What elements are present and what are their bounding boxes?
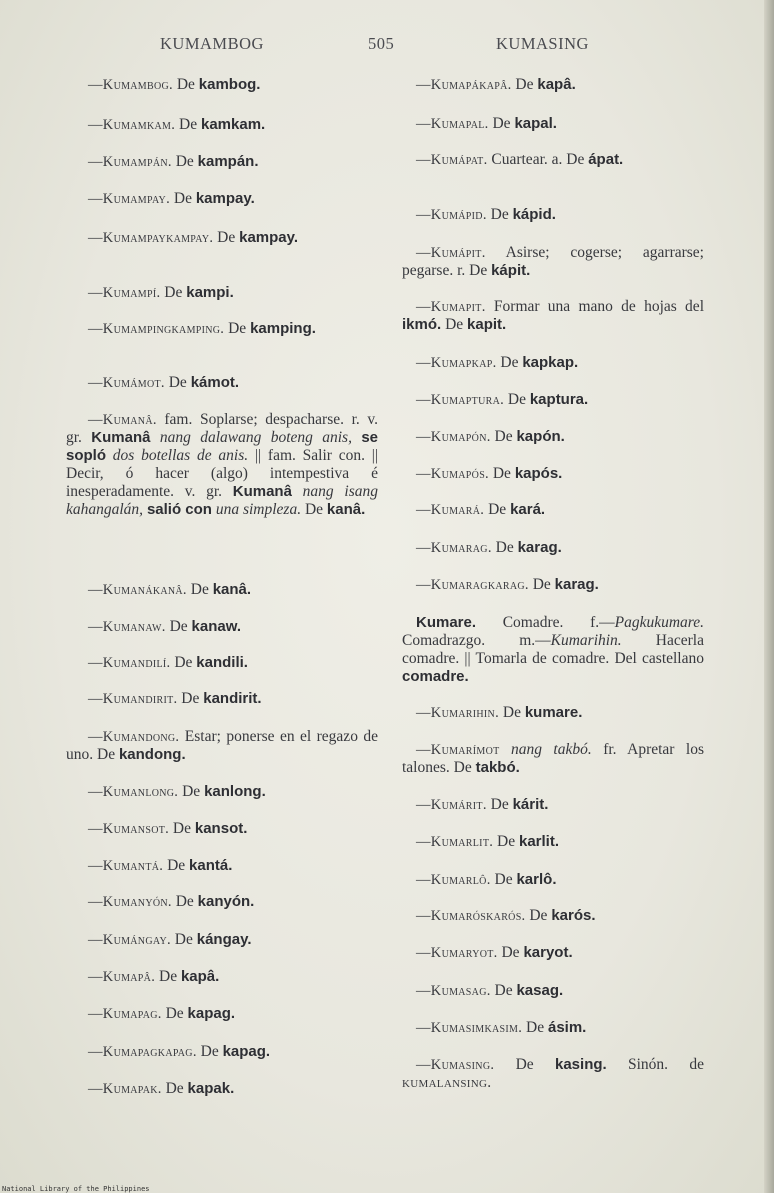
entry-text: De: [488, 115, 515, 132]
entry-headword: —Kumanâ.: [88, 412, 157, 428]
dictionary-entry: [66, 820, 378, 838]
entry-text: Hacerla comadre. || Tomarla de comadre. Del castellano: [402, 632, 704, 667]
entry-keyword: kámot.: [190, 374, 240, 391]
entry-keyword: kamping.: [250, 320, 316, 337]
entry-keyword: kapón.: [516, 428, 565, 445]
entry-headword: —Kumandong.: [88, 729, 180, 745]
entry-text: De: [186, 581, 213, 598]
entry-keyword: kambog.: [198, 76, 261, 93]
entry-keyword: kasing.: [555, 1056, 607, 1073]
dictionary-entry: [66, 931, 378, 949]
entry-keyword: Kumare.: [416, 614, 477, 631]
entry-headword: —Kumaptura.: [416, 392, 505, 408]
dictionary-entry: [402, 704, 704, 722]
entry-text: De: [522, 1019, 548, 1036]
entry-headword: —Kumapâ.: [88, 969, 156, 985]
entry-text: De: [490, 428, 517, 445]
entry-keyword: kamkam.: [201, 116, 266, 133]
dictionary-entry: [66, 1005, 378, 1023]
dictionary-entry: [402, 539, 704, 557]
entry-headword: —Kumaróskarós.: [416, 908, 526, 924]
entry-headword: —Kumampay.: [88, 191, 170, 207]
dictionary-entry: [402, 76, 704, 94]
entry-headword: —Kumampán.: [88, 154, 172, 170]
dictionary-entry: [66, 153, 378, 171]
entry-headword: —Kumaryot.: [416, 945, 498, 961]
entry-text: De: [484, 501, 511, 518]
entry-keyword: kángay.: [196, 931, 252, 948]
dictionary-entry: [66, 968, 378, 986]
page-edge-shadow: [764, 0, 774, 1193]
entry-keyword: kapâ.: [180, 968, 220, 985]
dictionary-entry: [66, 857, 378, 875]
dictionary-entry: [402, 501, 704, 519]
entry-text: De: [170, 190, 196, 207]
entry-keyword: karlit.: [518, 833, 560, 850]
entry-text: De: [161, 1005, 188, 1022]
dictionary-entry: [66, 690, 378, 708]
entry-keyword: kandong.: [118, 746, 186, 763]
entry-headword: —Kumanaw.: [88, 619, 166, 635]
entry-text: kumalansing.: [402, 1074, 492, 1091]
entry-text: De: [490, 982, 517, 999]
entry-example: nang dalawang boteng anis,: [150, 429, 352, 446]
entry-headword: —Kumarímot: [416, 742, 500, 758]
dictionary-entry: [402, 871, 704, 889]
entry-headword: —Kumarlit.: [416, 834, 494, 850]
entry-headword: —Kumapak.: [88, 1081, 162, 1097]
entry-text: De: [169, 820, 195, 837]
entry-keyword: kampay.: [195, 190, 255, 207]
dictionary-entry: [402, 833, 704, 851]
entry-text: De: [170, 654, 197, 671]
entry-example: Pagkukumare.: [614, 614, 704, 631]
entry-text: De: [164, 374, 191, 391]
entry-keyword: kapag.: [187, 1005, 236, 1022]
entry-headword: —Kumasimkasim.: [416, 1020, 523, 1036]
entry-text: De: [497, 944, 524, 961]
dictionary-entry: [66, 654, 378, 672]
running-head-right: KUMASING: [496, 34, 589, 53]
entry-text: Cuartear. a. De: [487, 151, 589, 168]
dictionary-entry: [66, 229, 378, 247]
entry-keyword: se sopló: [66, 429, 379, 464]
entry-headword: —Kumapákapâ.: [416, 77, 512, 93]
entry-text: De: [491, 539, 518, 556]
entry-text: De: [504, 391, 530, 408]
entry-text: Estar; ponerse en el regazo de uno. De: [66, 728, 378, 763]
entry-text: De: [161, 1080, 188, 1097]
dictionary-entry: [66, 284, 378, 302]
dictionary-entry: [402, 1019, 704, 1037]
dictionary-entry: [66, 893, 378, 911]
dictionary-entry: [402, 614, 704, 686]
running-head-left: KUMAMBOG: [160, 34, 264, 53]
dictionary-entry: [402, 354, 704, 372]
entry-text: Comadrazgo. m.—: [402, 632, 551, 649]
entry-keyword: kandili.: [196, 654, 248, 671]
entry-text: De: [496, 354, 523, 371]
entry-keyword: kapak.: [187, 1080, 235, 1097]
entry-keyword: kaptura.: [529, 391, 589, 408]
entry-keyword: kampán.: [197, 153, 259, 170]
entry-text: De: [171, 893, 198, 910]
entry-headword: —Kumanákanâ.: [88, 582, 187, 598]
page-number: 505: [368, 34, 395, 53]
entry-text: De: [171, 153, 198, 170]
entry-headword: —Kumantá.: [88, 858, 164, 874]
entry-headword: —Kumasag.: [416, 983, 491, 999]
dictionary-entry: [402, 1056, 704, 1092]
entry-keyword: kapit.: [467, 316, 507, 333]
entry-headword: —Kumámot.: [88, 375, 165, 391]
dictionary-entry: [402, 244, 704, 280]
entry-headword: —Kumapós.: [416, 466, 489, 482]
entry-text: De: [490, 871, 517, 888]
entry-text: De: [196, 1043, 223, 1060]
dictionary-entry: [402, 391, 704, 409]
entry-text: De: [163, 857, 190, 874]
entry-text: De: [175, 116, 201, 133]
entry-example: dos botellas de anis.: [106, 447, 249, 464]
dictionary-entry: [402, 428, 704, 446]
entry-keyword: ikmó.: [402, 316, 442, 333]
dictionary-entry: [402, 298, 704, 334]
library-footer: National Library of the Philippines: [2, 1185, 150, 1193]
entry-keyword: karlô.: [516, 871, 557, 888]
entry-headword: —Kumapag.: [88, 1006, 162, 1022]
entry-keyword: kansot.: [194, 820, 248, 837]
dictionary-entry: [66, 320, 378, 338]
entry-keyword: kárit.: [512, 796, 549, 813]
entry-keyword: kasag.: [516, 982, 564, 999]
entry-headword: —Kumaragkarag.: [416, 577, 529, 593]
entry-headword: —Kumampaykampay.: [88, 230, 214, 246]
entry-text: De: [441, 316, 468, 333]
entry-keyword: kumare.: [524, 704, 583, 721]
entry-text: Sinón. de: [606, 1056, 705, 1073]
dictionary-entry: [66, 116, 378, 134]
dictionary-entry: [402, 796, 704, 814]
entry-headword: —Kumandilí.: [88, 655, 171, 671]
entry-text: De: [170, 931, 197, 948]
entry-example: nang isang kahangalán,: [66, 483, 378, 518]
dictionary-entry: [66, 618, 378, 636]
dictionary-entry: [402, 151, 704, 169]
entry-text: De: [301, 501, 327, 518]
entry-headword: —Kumamkam.: [88, 117, 176, 133]
entry-keyword: kapâ.: [537, 76, 576, 93]
entry-headword: —Kumará.: [416, 502, 485, 518]
entry-keyword: kantá.: [189, 857, 233, 874]
entry-headword: —Kumandirit.: [88, 691, 178, 707]
entry-keyword: comadre.: [402, 668, 469, 685]
dictionary-entry: [402, 206, 704, 224]
entry-text: De: [499, 704, 525, 721]
entry-headword: —Kumanlong.: [88, 784, 179, 800]
dictionary-entry: [402, 741, 704, 777]
dictionary-entry: [66, 76, 378, 94]
entry-keyword: kanyón.: [197, 893, 255, 910]
entry-headword: —Kumarag.: [416, 540, 492, 556]
entry-keyword: kanaw.: [191, 618, 242, 635]
dictionary-entry: [66, 728, 378, 764]
entry-example: Kumarihin.: [550, 632, 622, 649]
entry-text: Asirse; cogerse; agarrarse; pegarse. r. De: [402, 244, 704, 279]
entry-text: De: [224, 320, 251, 337]
dictionary-entry: [66, 783, 378, 801]
entry-text: Comadre. f.—: [476, 614, 615, 631]
entry-keyword: karag.: [554, 576, 599, 593]
entry-keyword: kandirit.: [203, 690, 262, 707]
entry-example: nang takbó.: [499, 741, 592, 758]
entry-headword: —Kumanyón.: [88, 894, 172, 910]
entry-text: || fam. Salir con. || Decir, ó hacer (algo) intempestiva é inesperadamente. v. gr.: [66, 447, 378, 500]
entry-keyword: kanlong.: [204, 783, 266, 800]
entry-text: De: [213, 229, 240, 246]
entry-text: De: [494, 1056, 555, 1073]
dictionary-entry: [402, 576, 704, 594]
entry-text: Formar una mano de hojas del: [485, 298, 704, 315]
entry-headword: —Kumarihin.: [416, 705, 500, 721]
dictionary-entry: [402, 907, 704, 925]
dictionary-entry: [66, 1080, 378, 1098]
entry-keyword: ásim.: [547, 1019, 587, 1036]
entry-text: De: [160, 284, 187, 301]
entry-keyword: kápit.: [491, 262, 531, 279]
entry-headword: —Kumapkap.: [416, 355, 497, 371]
entry-keyword: kará.: [510, 501, 546, 518]
entry-keyword: takbó.: [475, 759, 520, 776]
entry-keyword: Kumanâ: [91, 429, 151, 446]
entry-keyword: kapal.: [514, 115, 557, 132]
entry-headword: —Kumambog.: [88, 77, 173, 93]
entry-text: De: [165, 618, 192, 635]
entry-headword: —Kumapit.: [416, 299, 486, 315]
entry-keyword: salió con: [146, 501, 212, 518]
entry-text: De: [525, 907, 552, 924]
entry-keyword: kanâ.: [326, 501, 366, 518]
entry-text: De: [528, 576, 555, 593]
entry-text: De: [511, 76, 538, 93]
entry-headword: —Kumápat.: [416, 152, 488, 168]
entry-keyword: kampi.: [186, 284, 234, 301]
dictionary-entry: [66, 1043, 378, 1061]
entry-headword: —Kumápid.: [416, 207, 487, 223]
entry-headword: —Kumárit.: [416, 797, 487, 813]
entry-keyword: kanâ.: [212, 581, 252, 598]
entry-keyword: karyot.: [523, 944, 573, 961]
entry-text: De: [486, 206, 513, 223]
entry-keyword: karag.: [517, 539, 562, 556]
entry-headword: —Kumampingkamping.: [88, 321, 225, 337]
entry-example: una simpleza.: [211, 501, 302, 518]
entry-headword: —Kumángay.: [88, 932, 171, 948]
entry-headword: —Kumápit.: [416, 245, 486, 261]
dictionary-entry: [66, 190, 378, 208]
entry-keyword: kampay.: [239, 229, 299, 246]
entry-keyword: ápat.: [588, 151, 624, 168]
entry-text: De: [178, 783, 205, 800]
entry-headword: —Kumampí.: [88, 285, 161, 301]
entry-text: De: [493, 833, 519, 850]
entry-headword: —Kumapón.: [416, 429, 491, 445]
entry-headword: —Kumarlô.: [416, 872, 491, 888]
dictionary-entry: [66, 581, 378, 599]
entry-headword: —Kumansot.: [88, 821, 170, 837]
entry-text: [352, 429, 361, 446]
dictionary-entry: [402, 982, 704, 1000]
entry-text: De: [155, 968, 181, 985]
entry-keyword: kapkap.: [522, 354, 579, 371]
entry-keyword: kapós.: [514, 465, 563, 482]
dictionary-entry: [66, 411, 378, 519]
entry-text: De: [177, 690, 204, 707]
entry-keyword: Kumanâ: [232, 483, 292, 500]
entry-keyword: kápid.: [512, 206, 556, 223]
entry-text: fam. Soplarse; despacharse. r. v. gr.: [66, 411, 378, 446]
entry-text: fr. Apretar los talones. De: [402, 741, 704, 776]
entry-keyword: karós.: [551, 907, 596, 924]
entry-text: De: [488, 465, 515, 482]
entry-text: De: [172, 76, 199, 93]
entry-headword: —Kumapal.: [416, 116, 489, 132]
dictionary-entry: [66, 374, 378, 392]
entry-headword: —Kumasing.: [416, 1057, 495, 1073]
dictionary-entry: [402, 465, 704, 483]
dictionary-entry: [402, 944, 704, 962]
entry-text: De: [486, 796, 513, 813]
entry-keyword: kapag.: [222, 1043, 271, 1060]
entry-headword: —Kumapagkapag.: [88, 1044, 197, 1060]
dictionary-entry: [402, 115, 704, 133]
